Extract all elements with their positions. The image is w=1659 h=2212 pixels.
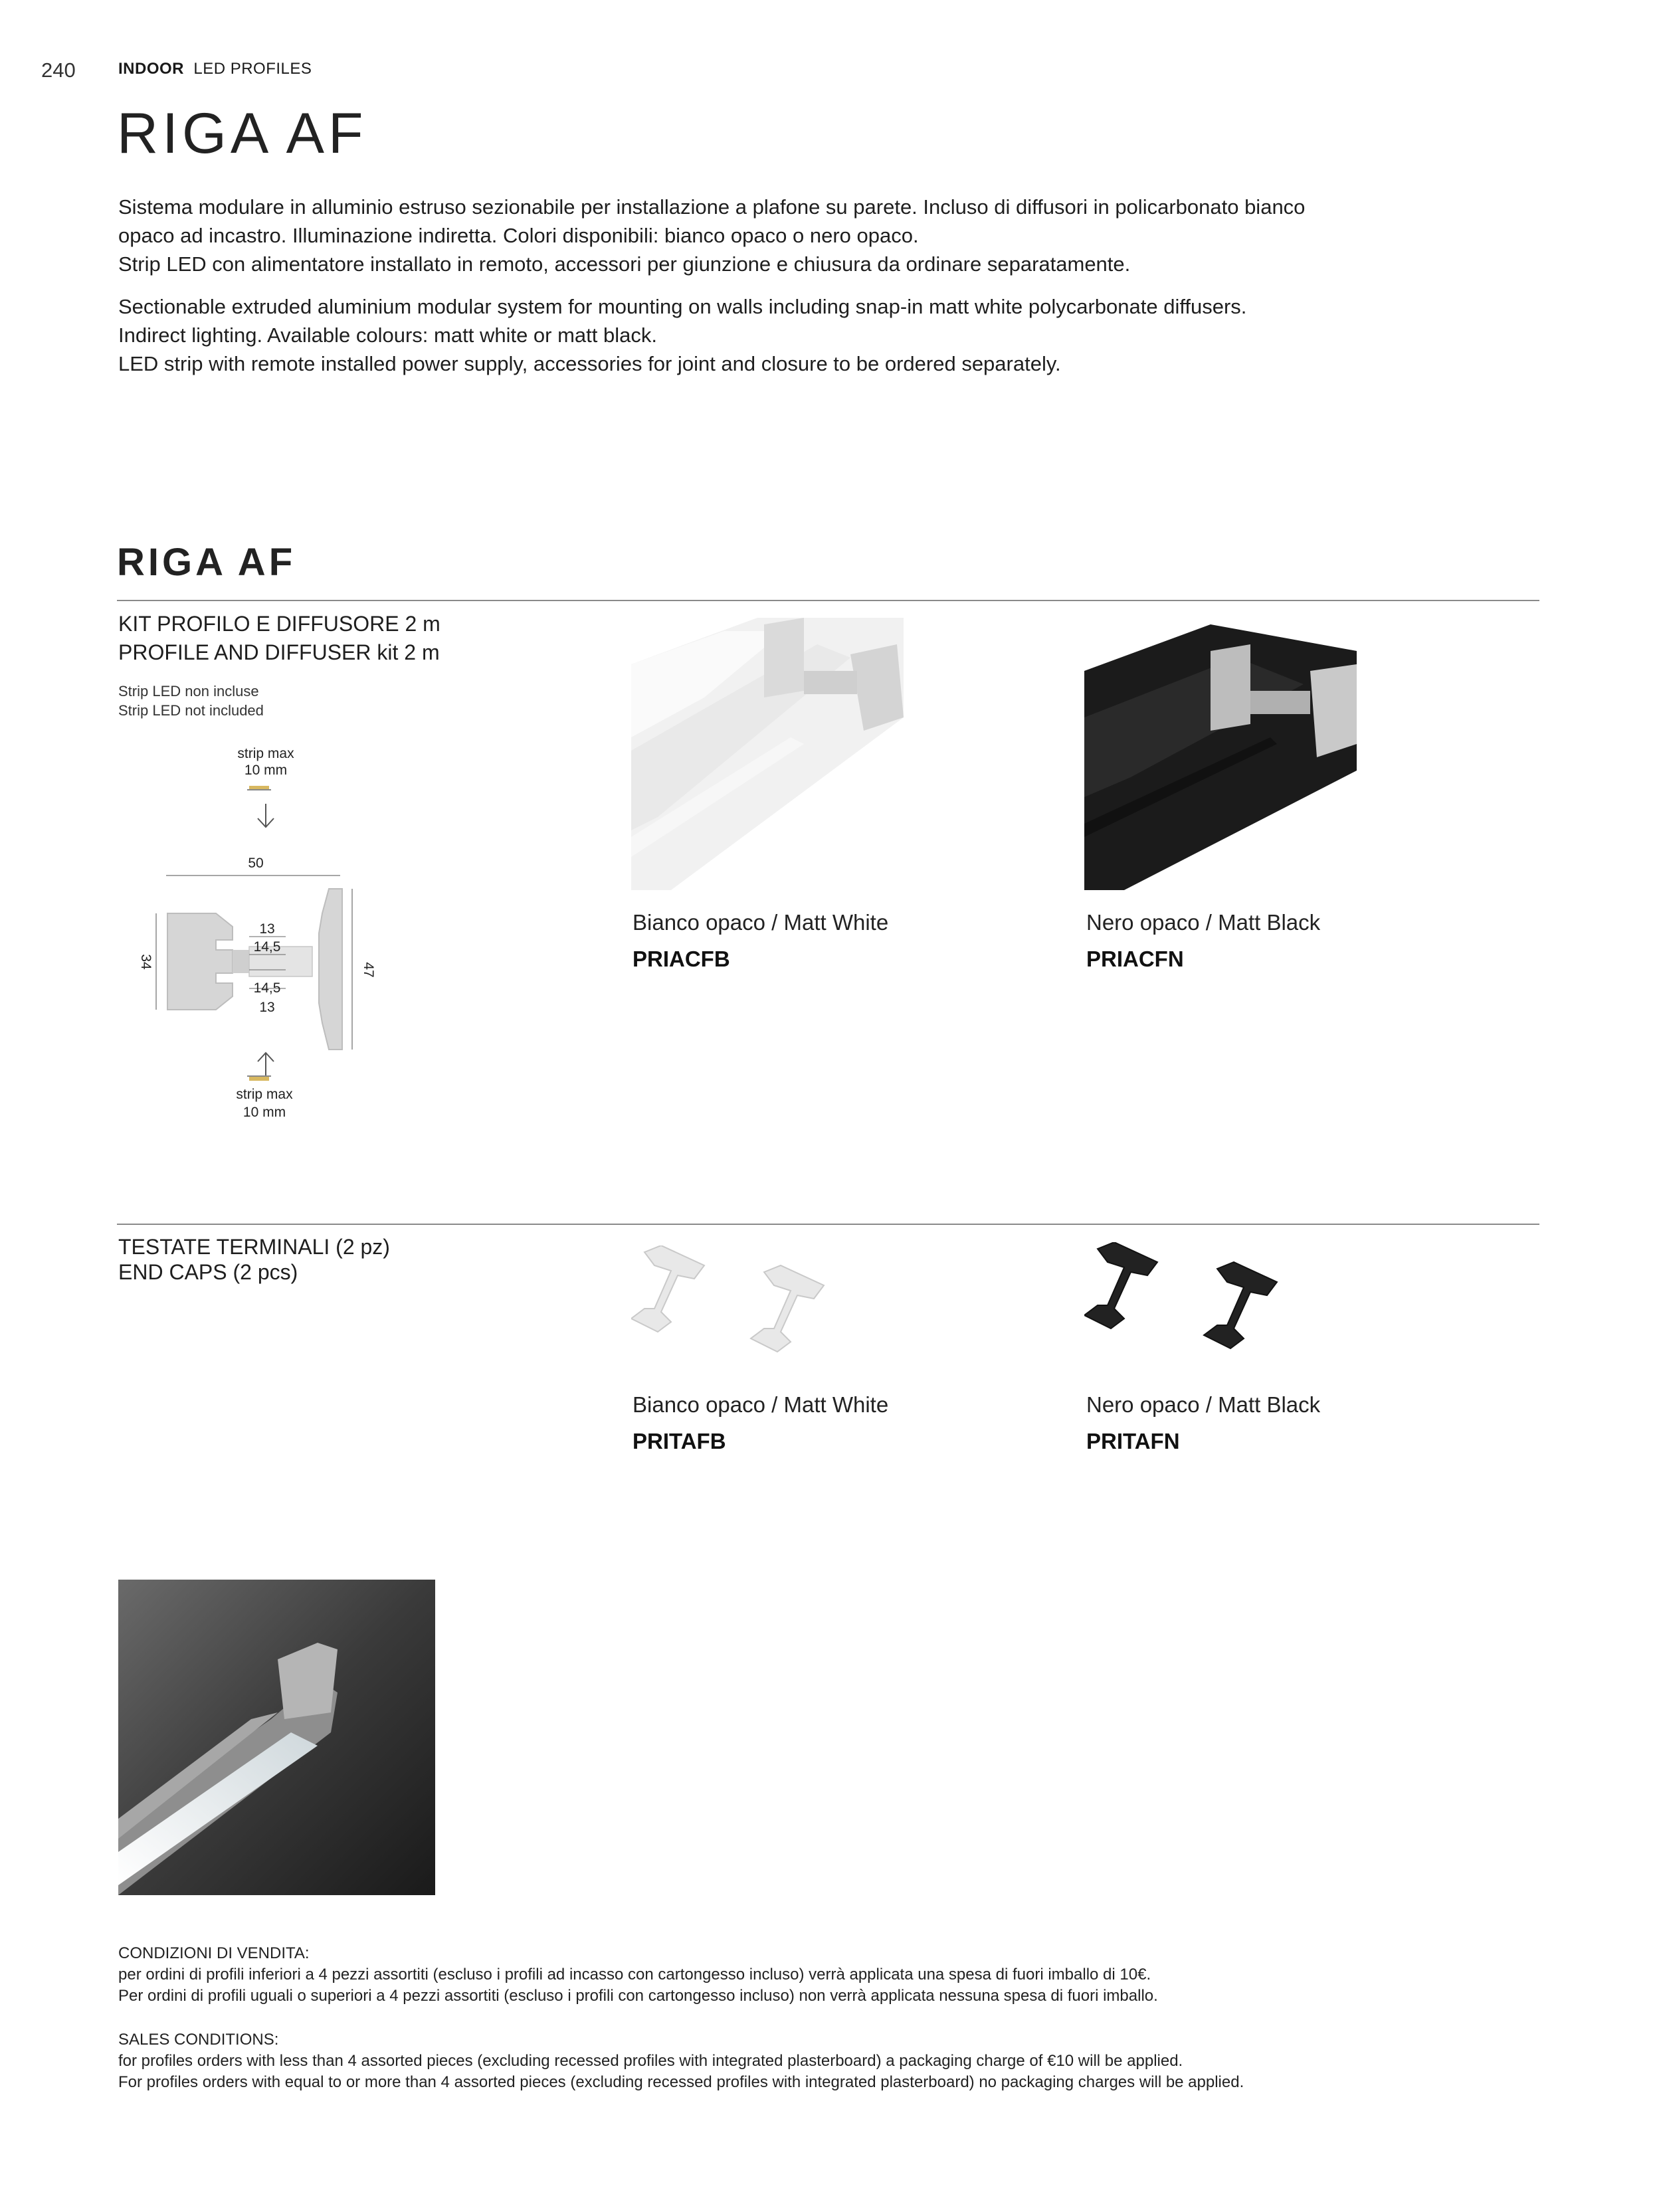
strip-top-label-1: strip max [237, 746, 294, 761]
cap-code-white: PRITAFB [633, 1429, 726, 1453]
description-en-line: LED strip with remote installed power supply, accessories for joint and closure to be ordered separately. [118, 352, 1061, 375]
variant-label-black: Nero opaco / Matt Black [1086, 910, 1321, 935]
sales-conditions-en [118, 2029, 1580, 2093]
conditions-line-en: For profiles orders with equal to or more than 4 assorted pieces (excluding recessed profiles with integrated plasterboard) no packaging charges will be applied. [118, 2073, 1244, 2091]
inner-dimension-1: 13 [259, 921, 275, 937]
led-strip-bottom [249, 1077, 269, 1081]
cap-label-black: Nero opaco / Matt Black [1086, 1392, 1321, 1417]
conditions-line-en: for profiles orders with less than 4 assorted pieces (excluding recessed profiles with integrated plasterboard) a packaging charge of €10 will be applied. [118, 2052, 1183, 2070]
strip-top-label-2: 10 mm [244, 763, 288, 778]
cap-label-white: Bianco opaco / Matt White [633, 1392, 889, 1417]
description-italian [118, 193, 1381, 278]
profile-left-part [167, 913, 233, 1010]
kit-note-it: Strip LED non incluse [118, 683, 259, 699]
inner-dimension-4: 13 [259, 1000, 275, 1015]
sales-conditions-it [118, 1943, 1580, 2007]
strip-bottom-label-2: 10 mm [243, 1105, 286, 1120]
conditions-title-it: CONDIZIONI DI VENDITA: [118, 1944, 310, 1962]
conditions-title-en: SALES CONDITIONS: [118, 2031, 279, 2049]
installation-photo [118, 1580, 435, 1895]
height-left-dimension: 34 [138, 954, 153, 970]
category-label: LED PROFILES [193, 60, 312, 78]
height-right-dimension: 47 [361, 962, 376, 978]
description-it-line: Strip LED con alimentatore installato in remoto, accessori per giunzione e chiusura da ordinare separatamente. [118, 252, 1131, 276]
inner-dimension-2: 14,5 [253, 939, 281, 955]
arrow-down-icon [258, 804, 274, 827]
kit-note [118, 682, 264, 720]
divider [117, 600, 1539, 601]
variant-code-white: PRIACFB [633, 947, 730, 971]
inner-dimension-3: 14,5 [253, 980, 281, 996]
variant-code-black: PRIACFN [1086, 947, 1184, 971]
description-english [118, 292, 1381, 378]
end-caps-white-image [631, 1245, 897, 1385]
profile-section-drawing [120, 737, 399, 1136]
profile-black-image [1084, 624, 1363, 890]
strip-bottom-label-1: strip max [236, 1087, 293, 1102]
width-dimension: 50 [248, 856, 264, 871]
description-it-line: opaco ad incastro. Illuminazione indiretta. Colori disponibili: bianco opaco o nero opaco. [118, 224, 919, 247]
conditions-line-it: Per ordini di profili uguali o superiori a 4 pezzi assortiti (escluso i profili con cartongesso incluso) non verrà applicata nessuna spesa di fuori imballo. [118, 1987, 1158, 2005]
cap-code-black: PRITAFN [1086, 1429, 1180, 1453]
kit-note-en: Strip LED not included [118, 702, 264, 719]
profile-white-image [631, 618, 910, 890]
end-caps-black-image [1084, 1242, 1350, 1382]
caps-title-en: END CAPS (2 pcs) [118, 1260, 298, 1284]
section-breadcrumb [118, 60, 312, 78]
conditions-line-it: per ordini di profili inferiori a 4 pezzi assortiti (escluso i profili ad incasso con cartongesso incluso) verrà applicata una spesa di fuori imballo di 10€. [118, 1966, 1151, 1983]
description-en-line: Sectionable extruded aluminium modular system for mounting on walls including snap-in matt white polycarbonate diffusers. [118, 295, 1247, 318]
kit-section-heading: RIGA AF [117, 541, 296, 584]
kit-title-en: PROFILE AND DIFFUSER kit 2 m [118, 640, 440, 664]
variant-label-white: Bianco opaco / Matt White [633, 910, 889, 935]
kit-title [118, 610, 440, 667]
divider [117, 1224, 1539, 1225]
category-bold: INDOOR [118, 60, 184, 78]
profile-right-wall [319, 889, 342, 1050]
caps-title [118, 1234, 390, 1285]
caps-title-it: TESTATE TERMINALI (2 pz) [118, 1235, 390, 1259]
kit-title-it: KIT PROFILO E DIFFUSORE 2 m [118, 612, 440, 636]
product-title: RIGA AF [117, 102, 367, 165]
arrow-up-icon [258, 1053, 274, 1076]
description-it-line: Sistema modulare in alluminio estruso sezionabile per installazione a plafone su parete. Incluso di diffusori in policarbonato bianco [118, 195, 1306, 219]
description-en-line: Indirect lighting. Available colours: matt white or matt black. [118, 323, 657, 347]
page-number: 240 [41, 58, 76, 82]
